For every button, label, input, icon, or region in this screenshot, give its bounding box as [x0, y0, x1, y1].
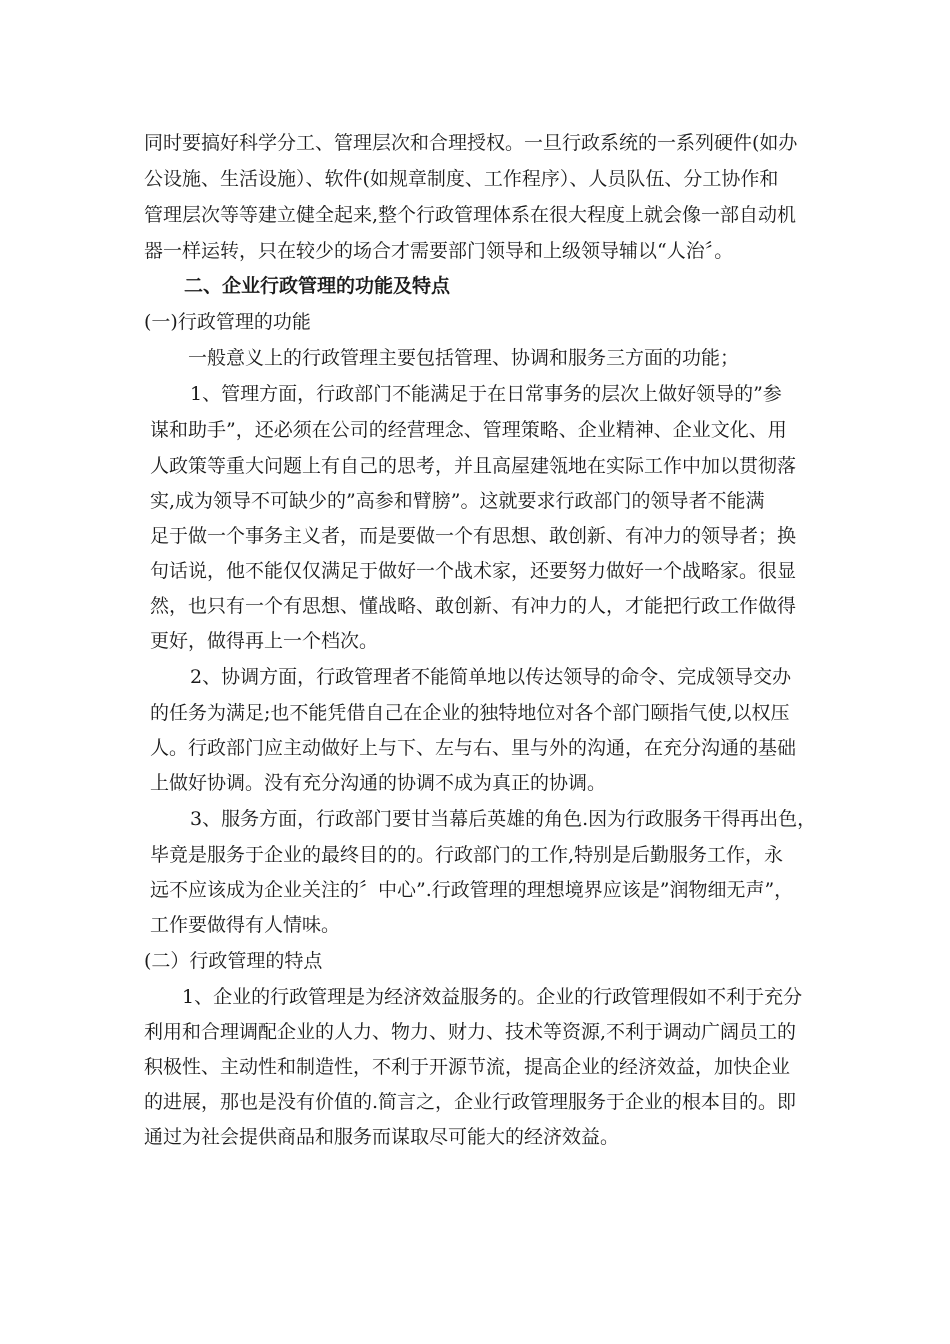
text-line: 句话说，他不能仅仅满足于做好一个战术家，还要努力做好一个战略家。很显 [150, 560, 797, 582]
text-line: 更好，做得再上一个档次。 [150, 630, 379, 652]
text-line: 的进展，那也是没有价值的.简言之，企业行政管理服务于企业的根本目的。即 [144, 1091, 797, 1113]
text-line: 然，也只有一个有思想、懂战略、敢创新、有冲力的人，才能把行政工作做得 [150, 595, 797, 617]
text-line: 管理层次等等建立健全起来,整个行政管理体系在很大程度上就会像一部自动机 [144, 204, 797, 226]
text-line: 2、协调方面，行政管理者不能简单地以传达领导的命令、完成领导交办 [190, 666, 792, 688]
text-line: 谋和助手”，还必须在公司的经营理念、管理策略、企业精神、企业文化、用 [150, 419, 787, 441]
text-line: 的任务为满足;也不能凭借自己在企业的独特地位对各个部门颐指气使,以权压 [150, 702, 790, 724]
text-line: 一般意义上的行政管理主要包括管理、协调和服务三方面的功能； [188, 347, 740, 369]
text-line: 1、企业的行政管理是为经济效益服务的。企业的行政管理假如不利于充分 [182, 986, 803, 1008]
text-line: 3、服务方面，行政部门要甘当幕后英雄的角色.因为行政服务干得再出色， [190, 808, 817, 830]
text-line: 器一样运转，只在较少的场合才需要部门领导和上级领导辅以“人治〞。 [144, 240, 734, 262]
text-line: 足于做一个事务主义者，而是要做一个有思想、敢创新、有冲力的领导者；换 [150, 525, 797, 547]
text-line: 通过为社会提供商品和服务而谋取尽可能大的经济效益。 [144, 1126, 620, 1148]
text-line: 1、管理方面，行政部门不能满足于在日常事务的层次上做好领导的”参 [190, 383, 782, 405]
text-line: 积极性、主动性和制造性，不利于开源节流，提高企业的经济效益，加快企业 [144, 1056, 791, 1078]
text-line: 人。行政部门应主动做好上与下、左与右、里与外的沟通，在充分沟通的基础 [150, 737, 797, 759]
text-line: 毕竟是服务于企业的最终目的的。行政部门的工作,特别是后勤服务工作，永 [150, 844, 784, 866]
text-line: 人政策等重大问题上有自己的思考，并且高屋建瓴地在实际工作中加以贯彻落 [150, 455, 797, 477]
text-line: 上做好协调。没有充分沟通的协调不成为真正的协调。 [150, 772, 607, 794]
text-line: 利用和合理调配企业的人力、物力、财力、技术等资源,不利于调动广阔员工的 [144, 1021, 797, 1043]
text-line: 同时要搞好科学分工、管理层次和合理授权。一旦行政系统的一系列硬件(如办 [144, 132, 798, 154]
text-line: 实,成为领导不可缺少的”高参和臂膀”。这就要求行政部门的领导者不能满 [150, 490, 765, 512]
text-line: 公设施、生活设施）、软件(如规章制度、工作程序）、人员队伍、分工协作和 [144, 168, 779, 190]
subsection-heading: (一)行政管理的功能 [144, 311, 311, 333]
section-heading: 二、企业行政管理的功能及特点 [184, 275, 451, 297]
subsection-heading: (二）行政管理的特点 [144, 950, 323, 972]
text-line: 工作要做得有人情味。 [150, 914, 341, 936]
text-line: 远不应该成为企业关注的〞中心”.行政管理的理想境界应该是”润物细无声”， [150, 879, 794, 901]
